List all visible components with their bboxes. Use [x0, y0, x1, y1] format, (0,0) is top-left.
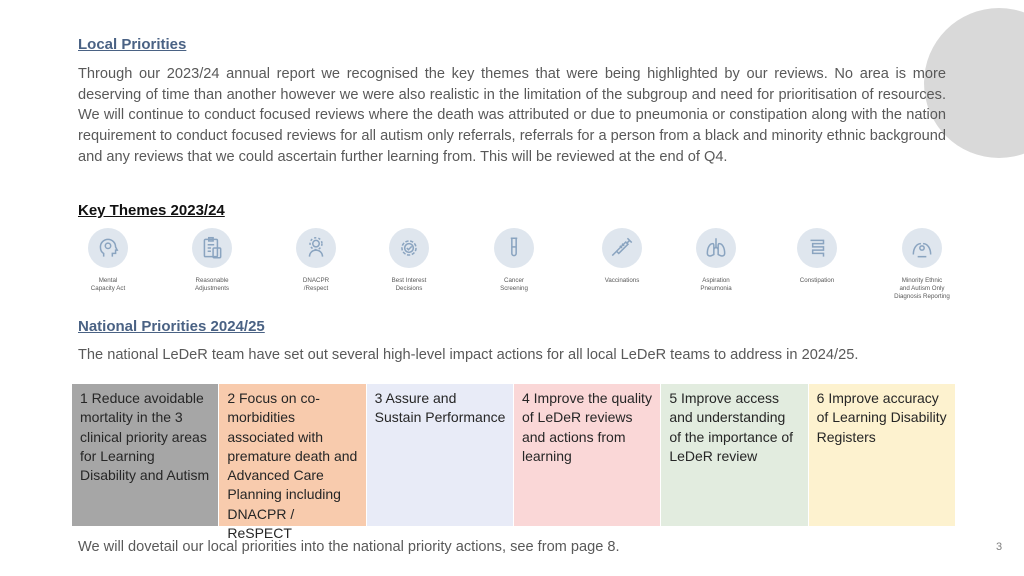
gear-check-icon: [389, 228, 429, 268]
action-cell-1: 1 Reduce avoidable mortality in the 3 clinical priority areas for Learning Disability and Autism: [72, 384, 219, 526]
theme-reasonable-adjustments: [164, 228, 260, 293]
person-gear-icon: [296, 228, 336, 268]
action-cell-4: 4 Improve the quality of LeDeR reviews and actions from learning: [514, 384, 661, 526]
theme-label: Reasonable Adjustments: [194, 277, 230, 292]
key-themes-heading: Key Themes 2023/24: [78, 202, 225, 219]
key-themes-row: [60, 228, 970, 308]
theme-cancer-screening: [466, 228, 562, 293]
action-cell-2: 2 Focus on co-morbidities associated with premature death and Advanced Care Planning including DNACPR / ReSPECT: [219, 384, 366, 526]
theme-mental-capacity: [60, 228, 156, 293]
theme-best-interest: [361, 228, 457, 293]
test-tube-icon: [494, 228, 534, 268]
head-brain-icon: [88, 228, 128, 268]
two-heads-icon: [902, 228, 942, 268]
action-cell-5: 5 Improve access and understanding of the importance of LeDeR review: [661, 384, 808, 526]
theme-aspiration-pneumonia: [668, 228, 764, 293]
national-priorities-heading: National Priorities 2024/25: [78, 318, 265, 335]
action-cell-6: 6 Improve accuracy of Learning Disability Registers: [809, 384, 955, 526]
theme-label: DNACPR /Respect: [302, 277, 330, 292]
theme-label: Minority Ethnic and Autism Only Diagnosis Reporting: [894, 277, 950, 300]
page-number: 3: [996, 541, 1003, 553]
theme-constipation: [769, 228, 865, 285]
theme-label: Aspiration Pneumonia: [700, 277, 732, 292]
national-actions-table: [72, 384, 955, 542]
theme-label: Constipation: [799, 277, 835, 284]
clipboard-calculator-icon: [192, 228, 232, 268]
lungs-icon: [696, 228, 736, 268]
theme-minority-ethnic-autism: [874, 228, 970, 301]
national-priorities-text: The national LeDeR team have set out several high-level impact actions for all local LeDeR teams to address in 2024/25.: [78, 347, 859, 363]
local-priorities-text: Through our 2023/24 annual report we recognised the key themes that were being highlighted by our reviews. No area is more deserving of time than another however we were also realistic in the limitation of the subgroup and need for prioritisation of resources. We will continue to conduct focused reviews where the death was attributed or due to pneumonia or constipation along with the nation requirement to conduct focused reviews for all autism only referrals, referrals for a person from a black and minority ethnic background and any reviews that we could ascertain further learning from. This will be reviewed at the end of Q4.: [78, 66, 946, 165]
footer-text: We will dovetail our local priorities into the national priority actions, see from page 8.: [78, 539, 620, 555]
syringe-icon: [602, 228, 642, 268]
local-priorities-heading: Local Priorities: [78, 36, 187, 53]
theme-label: Cancer Screening: [500, 277, 528, 292]
theme-label: Vaccinations: [604, 277, 640, 284]
theme-dnacpr-respect: [268, 228, 364, 293]
theme-label: Mental Capacity Act: [90, 277, 126, 292]
intestine-icon: [797, 228, 837, 268]
action-cell-3: 3 Assure and Sustain Performance: [367, 384, 514, 526]
theme-vaccinations: [574, 228, 670, 285]
theme-label: Best Interest Decisions: [391, 277, 427, 292]
